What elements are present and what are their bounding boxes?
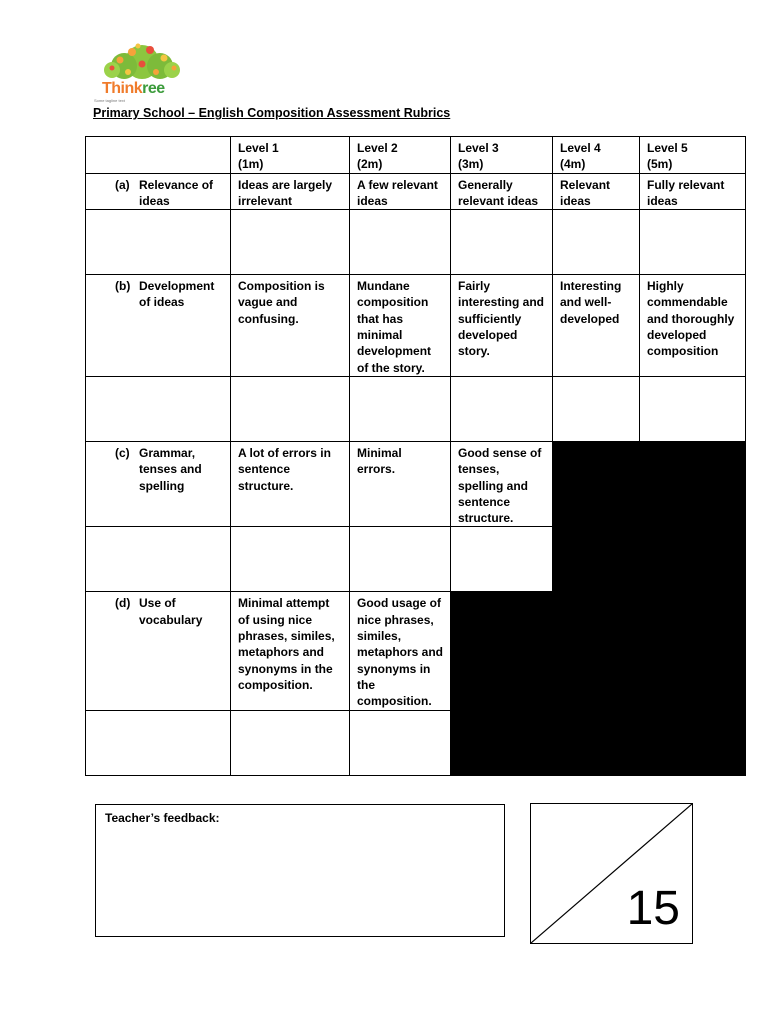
criterion-label: (d) Use of vocabulary <box>86 592 231 710</box>
criterion-label: (a) Relevance of ideas <box>86 173 231 210</box>
marking-row-b <box>86 376 746 441</box>
teacher-feedback-label: Teacher’s feedback: <box>105 811 220 825</box>
descriptor-cell: Good sense of tenses, spelling and sentence structure. <box>451 441 553 526</box>
criterion-row-d <box>86 592 746 710</box>
page-title: Primary School – English Composition Assessment Rubrics <box>93 106 451 120</box>
marking-cell[interactable] <box>231 710 350 775</box>
blocked-cell <box>640 527 746 592</box>
blocked-cell <box>553 527 640 592</box>
descriptor-cell: Fairly interesting and sufficiently developed story. <box>451 275 553 377</box>
descriptor-cell: A few relevant ideas <box>350 173 451 210</box>
descriptor-cell: Mundane composition that has minimal development of the story. <box>350 275 451 377</box>
descriptor-cell: Generally relevant ideas <box>451 173 553 210</box>
criterion-label: (c) Grammar, tenses and spelling <box>86 441 231 526</box>
marking-cell[interactable] <box>640 376 746 441</box>
blocked-cell <box>451 592 553 710</box>
level-header: Level 5 (5m) <box>640 137 746 174</box>
descriptor-cell: Ideas are largely irrelevant <box>231 173 350 210</box>
score-total: 15 <box>626 882 680 935</box>
marking-cell[interactable] <box>350 376 451 441</box>
marking-cell[interactable] <box>350 210 451 275</box>
marking-row-a <box>86 210 746 275</box>
marking-cell <box>86 710 231 775</box>
think-tree-logo <box>92 40 192 104</box>
marking-cell[interactable] <box>451 527 553 592</box>
descriptor-cell: Minimal errors. <box>350 441 451 526</box>
descriptor-cell: Relevant ideas <box>553 173 640 210</box>
criterion-row-b <box>86 275 746 377</box>
criterion-label: (b) Development of ideas <box>86 275 231 377</box>
descriptor-cell: Fully relevant ideas <box>640 173 746 210</box>
descriptor-cell: Highly commendable and thoroughly developed composition <box>640 275 746 377</box>
marking-cell <box>86 527 231 592</box>
descriptor-cell: Composition is vague and confusing. <box>231 275 350 377</box>
marking-cell[interactable] <box>451 210 553 275</box>
blocked-cell <box>640 592 746 710</box>
descriptor-cell: Good usage of nice phrases, similes, metaphors and synonyms in the composition. <box>350 592 451 710</box>
header-empty-cell <box>86 137 231 174</box>
marking-cell[interactable] <box>231 210 350 275</box>
criterion-row-a <box>86 173 746 210</box>
header-row <box>86 137 746 174</box>
marking-cell[interactable] <box>451 376 553 441</box>
marking-cell <box>86 376 231 441</box>
marking-cell[interactable] <box>231 527 350 592</box>
rubric-table <box>85 136 746 776</box>
descriptor-cell: Interesting and well-developed <box>553 275 640 377</box>
level-header: Level 4 (4m) <box>553 137 640 174</box>
level-header: Level 1 (1m) <box>231 137 350 174</box>
marking-row-d <box>86 710 746 775</box>
marking-cell[interactable] <box>350 527 451 592</box>
logo-wordmark: Thinkree <box>102 80 165 97</box>
logo-tagline: Some tagline text <box>94 98 125 103</box>
marking-cell[interactable] <box>553 376 640 441</box>
marking-cell[interactable] <box>553 210 640 275</box>
score-box <box>530 803 693 944</box>
blocked-cell <box>553 710 640 775</box>
marking-cell <box>86 210 231 275</box>
descriptor-cell: Minimal attempt of using nice phrases, similes, metaphors and synonyms in the composition. <box>231 592 350 710</box>
criterion-row-c <box>86 441 746 526</box>
blocked-cell <box>553 441 640 526</box>
marking-row-c <box>86 527 746 592</box>
level-header: Level 3 (3m) <box>451 137 553 174</box>
marking-cell[interactable] <box>231 376 350 441</box>
descriptor-cell: A lot of errors in sentence structure. <box>231 441 350 526</box>
blocked-cell <box>451 710 553 775</box>
teacher-feedback-box[interactable] <box>95 804 505 937</box>
marking-cell[interactable] <box>640 210 746 275</box>
blocked-cell <box>640 710 746 775</box>
level-header: Level 2 (2m) <box>350 137 451 174</box>
marking-cell[interactable] <box>350 710 451 775</box>
blocked-cell <box>640 441 746 526</box>
blocked-cell <box>553 592 640 710</box>
